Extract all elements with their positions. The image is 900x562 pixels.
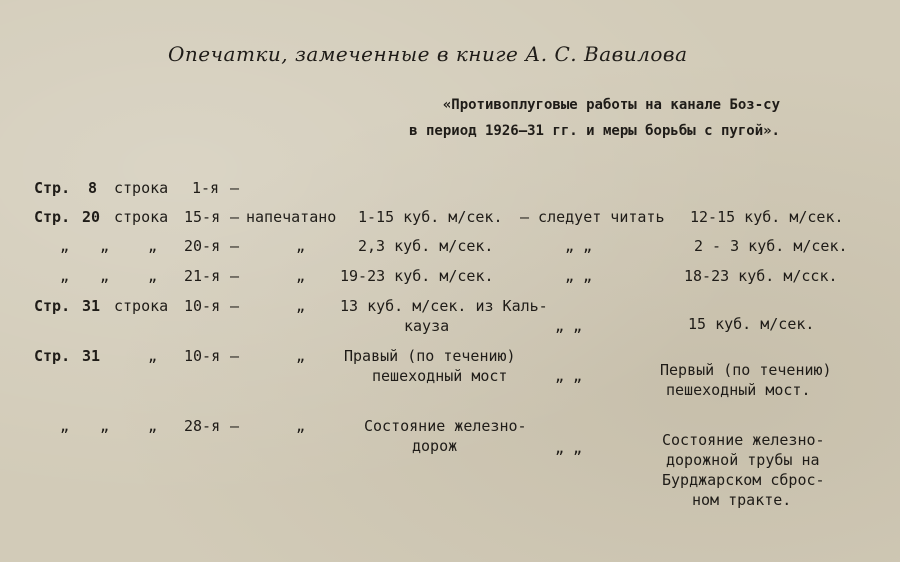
row-4-read-label: „ „ bbox=[555, 317, 583, 335]
row-5-printed-label: „ bbox=[296, 347, 306, 365]
row-2-read-label: „ „ bbox=[565, 237, 593, 255]
row-5-printed-line-2: пешеходный мост bbox=[372, 367, 508, 385]
row-1-page-label: Стр. bbox=[34, 208, 71, 226]
row-2-printed-label: „ bbox=[296, 237, 306, 255]
row-3-page-label: „ bbox=[60, 267, 70, 285]
row-5-printed-line-1: Правый (по течению) bbox=[344, 347, 516, 365]
row-6-printed-label: „ bbox=[296, 417, 306, 435]
row-2-line-num: 20-я bbox=[184, 237, 221, 255]
row-3-line-label: „ bbox=[148, 267, 158, 285]
row-0-line-label: строка bbox=[114, 179, 169, 197]
row-0-line-num: 1-я bbox=[192, 179, 220, 197]
row-5-line-label: „ bbox=[148, 347, 158, 365]
subtitle-line-1: «Противоплуговые работы на канале Боз-су bbox=[442, 97, 780, 113]
subtitle-line-2: в период 1926—31 гг. и меры борьбы с пугой». bbox=[409, 123, 780, 139]
row-5-read-line-2: пешеходный мост. bbox=[666, 381, 811, 399]
row-6-read-line-1: Состояние железно- bbox=[662, 431, 825, 449]
row-4-printed-label: „ bbox=[296, 297, 306, 315]
page-title: Опечатки, замеченные в книге А. С. Вавилова bbox=[168, 42, 688, 66]
row-6-dash: — bbox=[230, 417, 240, 435]
row-2-page-label: „ bbox=[60, 237, 70, 255]
row-6-page-label: „ bbox=[60, 417, 70, 435]
row-2-line-label: „ bbox=[148, 237, 158, 255]
row-1-printed-label: напечатано bbox=[246, 208, 337, 226]
row-0-page-label: Стр. bbox=[34, 179, 71, 197]
row-4-line-label: строка bbox=[114, 297, 169, 315]
row-5-line-num: 10-я bbox=[184, 347, 221, 365]
row-6-line-num: 28-я bbox=[184, 417, 221, 435]
row-3-dash: — bbox=[230, 267, 240, 285]
row-0-page-num: 8 bbox=[88, 179, 98, 197]
row-4-printed-line-1: 13 куб. м/сек. из Каль- bbox=[340, 297, 548, 315]
row-1-read-label: — следует читать bbox=[520, 208, 665, 226]
row-6-read-line-2: дорожной трубы на bbox=[666, 451, 820, 469]
row-5-page-label: Стр. bbox=[34, 347, 71, 365]
row-5-read-line-1: Первый (по течению) bbox=[660, 361, 832, 379]
row-3-read-label: „ „ bbox=[565, 267, 593, 285]
row-3-page-num: „ bbox=[100, 267, 110, 285]
row-3-printed: 19-23 куб. м/сек. bbox=[340, 267, 494, 285]
row-1-page-num: 20 bbox=[82, 208, 101, 226]
row-4-page-num: 31 bbox=[82, 297, 101, 315]
row-6-printed-line-1: Состояние железно- bbox=[364, 417, 527, 435]
row-3-line-num: 21-я bbox=[184, 267, 221, 285]
row-1-line-num: 15-я bbox=[184, 208, 221, 226]
row-1-dash: — bbox=[230, 208, 240, 226]
row-2-read-value: 2 - 3 куб. м/сек. bbox=[694, 237, 848, 255]
row-0-dash: — bbox=[230, 179, 240, 197]
row-2-dash: — bbox=[230, 237, 240, 255]
row-5-page-num: 31 bbox=[82, 347, 101, 365]
row-3-read-value: 18-23 куб. м/сск. bbox=[684, 267, 838, 285]
row-6-read-line-3: Бурджарском сброс- bbox=[662, 471, 825, 489]
row-2-page-num: „ bbox=[100, 237, 110, 255]
row-4-read-value: 15 куб. м/сек. bbox=[688, 315, 815, 333]
row-4-printed-line-2: кауза bbox=[404, 317, 450, 335]
row-6-read-line-4: ном тракте. bbox=[692, 491, 792, 509]
row-5-read-label: „ „ bbox=[555, 367, 583, 385]
row-1-printed: 1-15 куб. м/сек. bbox=[358, 208, 503, 226]
row-3-printed-label: „ bbox=[296, 267, 306, 285]
row-6-read-label: „ „ bbox=[555, 439, 583, 457]
row-2-printed: 2,3 куб. м/сек. bbox=[358, 237, 494, 255]
row-4-dash: — bbox=[230, 297, 240, 315]
book-subtitle bbox=[409, 92, 780, 144]
row-4-line-num: 10-я bbox=[184, 297, 221, 315]
row-4-page-label: Стр. bbox=[34, 297, 71, 315]
row-6-printed-line-2: дорож bbox=[412, 437, 458, 455]
row-6-line-label: „ bbox=[148, 417, 158, 435]
row-1-line-label: строка bbox=[114, 208, 169, 226]
row-1-read-value: 12-15 куб. м/сек. bbox=[690, 208, 844, 226]
row-6-page-num: „ bbox=[100, 417, 110, 435]
row-5-dash: — bbox=[230, 347, 240, 365]
